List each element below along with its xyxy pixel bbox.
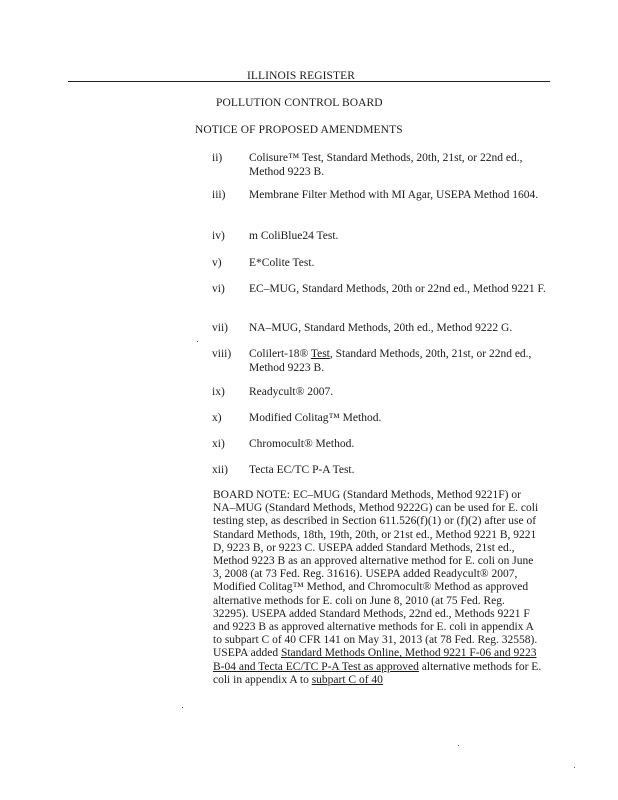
item-number: ii) (212, 152, 223, 164)
board-note-text-cont: alternative methods for E. coli in appendix A to (213, 660, 542, 686)
board-note-underlined: Standard Methods Online, Method 9221 F-06 and 9223 B-04 and Tecta EC/TC P-A Test as approved (213, 647, 537, 673)
board-note-underlined-end: subpart C of 40 (311, 673, 383, 686)
item-number: v) (212, 257, 222, 269)
item-text-underlined: Test (310, 348, 330, 360)
register-title: ILLINOIS REGISTER (247, 70, 356, 82)
board-title: POLLUTION CONTROL BOARD (216, 97, 383, 109)
item-text: Tecta EC/TC P-A Test. (249, 464, 355, 476)
item-number: iv) (212, 230, 225, 242)
item-text: Colisure™ Test, Standard Methods, 20th, 21st, or 22nd ed., Method 9223 B. (249, 152, 523, 178)
board-note (213, 489, 543, 687)
list-item (212, 463, 357, 477)
item-text: Membrane Filter Method with MI Agar, USEPA Method 1604. (249, 189, 539, 201)
item-text: Chromocult® Method. (249, 438, 355, 450)
item-text: Modified Colitag™ Method. (249, 412, 382, 424)
scan-speck (458, 745, 459, 746)
item-number: x) (212, 412, 222, 424)
scan-speck (182, 707, 183, 708)
item-text: EC–MUG, Standard Methods, 20th or 22nd ed., Method 9221 F. (249, 283, 546, 295)
item-text (249, 347, 549, 375)
item-number: vi) (212, 283, 225, 295)
scan-speck (574, 767, 575, 768)
item-number: viii) (212, 348, 232, 360)
item-text-end: , Standard Methods, 20th, 21st, or 22nd ed., Method 9223 B. (249, 348, 532, 374)
item-number: iii) (212, 189, 226, 201)
notice-title: NOTICE OF PROPOSED AMENDMENTS (195, 124, 403, 136)
item-number: xii) (212, 464, 228, 476)
item-text: E*Colite Test. (249, 257, 315, 269)
item-number: vii) (212, 322, 228, 334)
item-text-start: Colilert-18® (249, 348, 311, 360)
board-note-text: BOARD NOTE: EC–MUG (Standard Methods, Method 9221F) or NA–MUG (Standard Methods, Method 9222G) can be used for E. coli testing step, as described in Section 611.526(f)(1) or (f)(2) after use of Standard Methods, 18th, 19th, 20th, or 21st ed., Method 9221 B, 9221 D, 9223 B, or 9223 C. USEPA added Standard Methods, 21st ed., Method 9223 B as an approved alternative method for E. coli on June 3, 2008 (at 73 Fed. Reg. 31616). USEPA added Readycult® 2007, Modified Colitag™ Method, and Chromocult® Method as approved alternative methods for E. coli on June 8, 2010 (at 75 Fed. Reg. 32295). USEPA added Standard Methods, 22nd ed., Methods 9221 F and 9223 B as approved alternative methods for E. coli in appendix A to subpart C of 40 CFR 141 on May 31, 2013 (at 78 Fed. Reg. 32558). USEPA added (213, 489, 539, 660)
item-number: ix) (212, 386, 225, 398)
item-text: m ColiBlue24 Test. (249, 230, 339, 242)
scan-speck (197, 341, 198, 342)
item-text: NA–MUG, Standard Methods, 20th ed., Method 9222 G. (249, 322, 513, 334)
item-number: xi) (212, 438, 225, 450)
item-text: Readycult® 2007. (249, 386, 334, 398)
